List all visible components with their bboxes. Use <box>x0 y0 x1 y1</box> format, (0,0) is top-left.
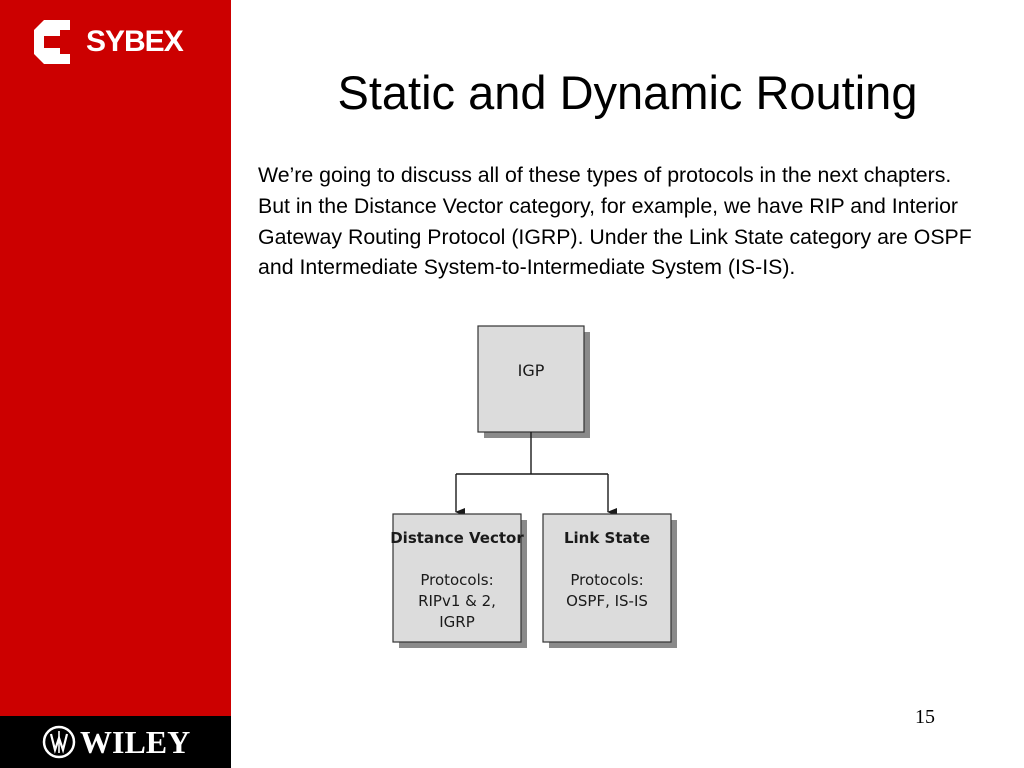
distance-vector-heading: Distance Vector <box>390 529 524 547</box>
link-state-heading: Link State <box>563 529 651 547</box>
distance-vector-line: IGRP <box>439 613 475 631</box>
sybex-logo-icon <box>34 20 78 64</box>
link-state-box <box>543 514 677 648</box>
page-number: 15 <box>915 706 935 728</box>
link-state-line: OSPF, IS-IS <box>566 592 648 610</box>
slide-title: Static and Dynamic Routing <box>337 66 918 119</box>
distance-vector-box <box>390 514 527 648</box>
wiley-logo-icon <box>42 725 76 759</box>
sidebar <box>0 0 231 768</box>
link-state-line: Protocols: <box>570 571 644 589</box>
sybex-logo <box>34 18 183 66</box>
igp-diagram <box>385 318 715 658</box>
igp-box-label: IGP <box>517 361 545 380</box>
wiley-logo-text: WILEY <box>80 723 191 760</box>
wiley-logo-bar <box>0 716 231 768</box>
wiley-logo <box>42 723 190 761</box>
distance-vector-line: RIPv1 & 2, <box>418 592 496 610</box>
igp-box <box>478 326 590 438</box>
distance-vector-line: Protocols: <box>420 571 494 589</box>
sybex-logo-text: SYBEX <box>86 25 183 58</box>
slide-body-text: We’re going to discuss all of these types of protocols in the next chapters. But in the Distance Vector category, for example, we have RIP and Interior Gateway Routing Protocol (IGRP). Under the Link State category are OSPF and Intermediate System-to-Intermediate System (IS-IS). <box>258 163 972 280</box>
